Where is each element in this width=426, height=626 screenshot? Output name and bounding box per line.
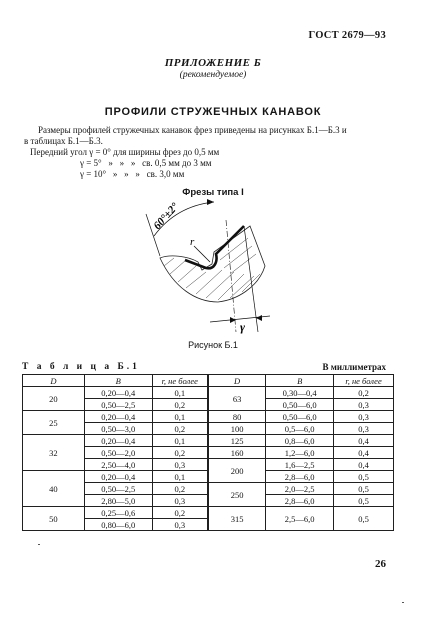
cell-r: 0,5 (334, 507, 394, 531)
angle-label: 60°±2° (151, 200, 182, 233)
cell-b: 0,50—6,0 (266, 399, 334, 411)
intro-line-1: Размеры профилей стружечных канавок фрез приведены на рисунках Б.1—Б.3 и (38, 125, 347, 135)
table-row (23, 507, 394, 519)
groove-table (22, 374, 394, 531)
cell-d: 32 (23, 435, 85, 471)
intro-line-2: в таблицах Б.1—Б.3. (24, 136, 103, 146)
intro-line-5: γ = 10° » » » св. 3,0 мм (80, 169, 185, 179)
cell-b: 0,50—6,0 (266, 411, 334, 423)
cell-d: 315 (208, 507, 266, 531)
cell-r: 0,3 (152, 459, 208, 471)
cell-r: 0,2 (152, 507, 208, 519)
cell-d: 50 (23, 507, 85, 531)
table-header-row (23, 375, 394, 387)
cell-r: 0,1 (152, 471, 208, 483)
cell-b: 2,5—6,0 (266, 507, 334, 531)
cell-b: 1,6—2,5 (266, 459, 334, 471)
cell-r: 0,3 (334, 423, 394, 435)
cell-r: 0,4 (334, 435, 394, 447)
cell-r: 0,1 (152, 387, 208, 399)
gamma-arrow-right (256, 315, 262, 321)
cell-b: 0,20—0,4 (84, 387, 152, 399)
section-title: ПРОФИЛИ СТРУЖЕЧНЫХ КАНАВОК (104, 106, 322, 118)
cell-b: 0,8—6,0 (266, 435, 334, 447)
cell-b: 1,2—6,0 (266, 447, 334, 459)
header-d-right: D (208, 375, 266, 387)
cell-r: 0,5 (334, 483, 394, 495)
gamma-label: γ (240, 320, 245, 334)
cell-b: 0,5—6,0 (266, 423, 334, 435)
cell-b: 2,0—2,5 (266, 483, 334, 495)
header-b-left: B (84, 375, 152, 387)
cell-r: 0,4 (334, 459, 394, 471)
cell-r: 0,3 (334, 399, 394, 411)
page-number: 26 (375, 558, 386, 570)
cell-r: 0,1 (152, 435, 208, 447)
cell-r: 0,2 (152, 423, 208, 435)
cell-r: 0,3 (152, 495, 208, 507)
cell-b: 0,50—2,5 (84, 399, 152, 411)
appendix-subtitle: (рекомендуемое) (179, 70, 247, 80)
cell-r: 0,1 (152, 411, 208, 423)
intro-line-3: Передний угол γ = 0° для ширины фрез до 0,5 мм (30, 147, 220, 157)
intro-line-4: γ = 5° » » » св. 0,5 мм до 3 мм (80, 158, 212, 168)
scan-speck (402, 602, 404, 603)
cell-d: 160 (208, 447, 266, 459)
table-unit: В миллиметрах (322, 362, 386, 372)
scan-speck (38, 544, 40, 545)
header-r-right: r, не более (334, 375, 394, 387)
figure-caption: Рисунок Б.1 (188, 340, 238, 350)
figure-title: Фрезы типа I (182, 187, 244, 198)
cell-b: 0,50—2,0 (84, 447, 152, 459)
cell-b: 0,50—3,0 (84, 423, 152, 435)
cell-r: 0,5 (334, 495, 394, 507)
cell-d: 125 (208, 435, 266, 447)
header-r-left: r, не более (152, 375, 208, 387)
cell-b: 0,20—0,4 (84, 435, 152, 447)
cell-b: 2,50—4,0 (84, 459, 152, 471)
cell-b: 0,20—0,4 (84, 471, 152, 483)
radius-label: r (190, 236, 195, 248)
standard-number: ГОСТ 2679—93 (308, 30, 386, 41)
cell-d: 63 (208, 387, 266, 411)
table-row (23, 411, 394, 423)
groove-profile-figure (140, 196, 300, 336)
cell-r: 0,2 (334, 387, 394, 399)
cell-d: 25 (23, 411, 85, 435)
cell-r: 0,2 (152, 399, 208, 411)
cell-b: 0,25—0,6 (84, 507, 152, 519)
cell-d: 80 (208, 411, 266, 423)
cell-b: 0,80—6,0 (84, 519, 152, 531)
angle-arrowhead (207, 199, 214, 205)
cell-r: 0,2 (152, 447, 208, 459)
cell-b: 2,8—6,0 (266, 495, 334, 507)
cell-r: 0,3 (334, 411, 394, 423)
cell-r: 0,5 (334, 471, 394, 483)
cell-r: 0,4 (334, 447, 394, 459)
table-title: Т а б л и ц а Б.1 (22, 362, 140, 372)
cell-b: 0,50—2,5 (84, 483, 152, 495)
appendix-title: ПРИЛОЖЕНИЕ Б (164, 57, 262, 69)
table-row (23, 387, 394, 399)
hatching (164, 238, 260, 300)
cell-b: 0,30—0,4 (266, 387, 334, 399)
radius-leader (194, 246, 210, 262)
cell-b: 0,20—0,4 (84, 411, 152, 423)
header-d-left: D (23, 375, 85, 387)
cell-r: 0,2 (152, 483, 208, 495)
cell-r: 0,3 (152, 519, 208, 531)
cell-d: 250 (208, 483, 266, 507)
cell-b: 2,8—6,0 (266, 471, 334, 483)
cell-d: 100 (208, 423, 266, 435)
header-b-right: B (266, 375, 334, 387)
table-row (23, 435, 394, 447)
cell-b: 2,80—5,0 (84, 495, 152, 507)
cell-d: 40 (23, 471, 85, 507)
cell-d: 200 (208, 459, 266, 483)
cell-d: 20 (23, 387, 85, 411)
